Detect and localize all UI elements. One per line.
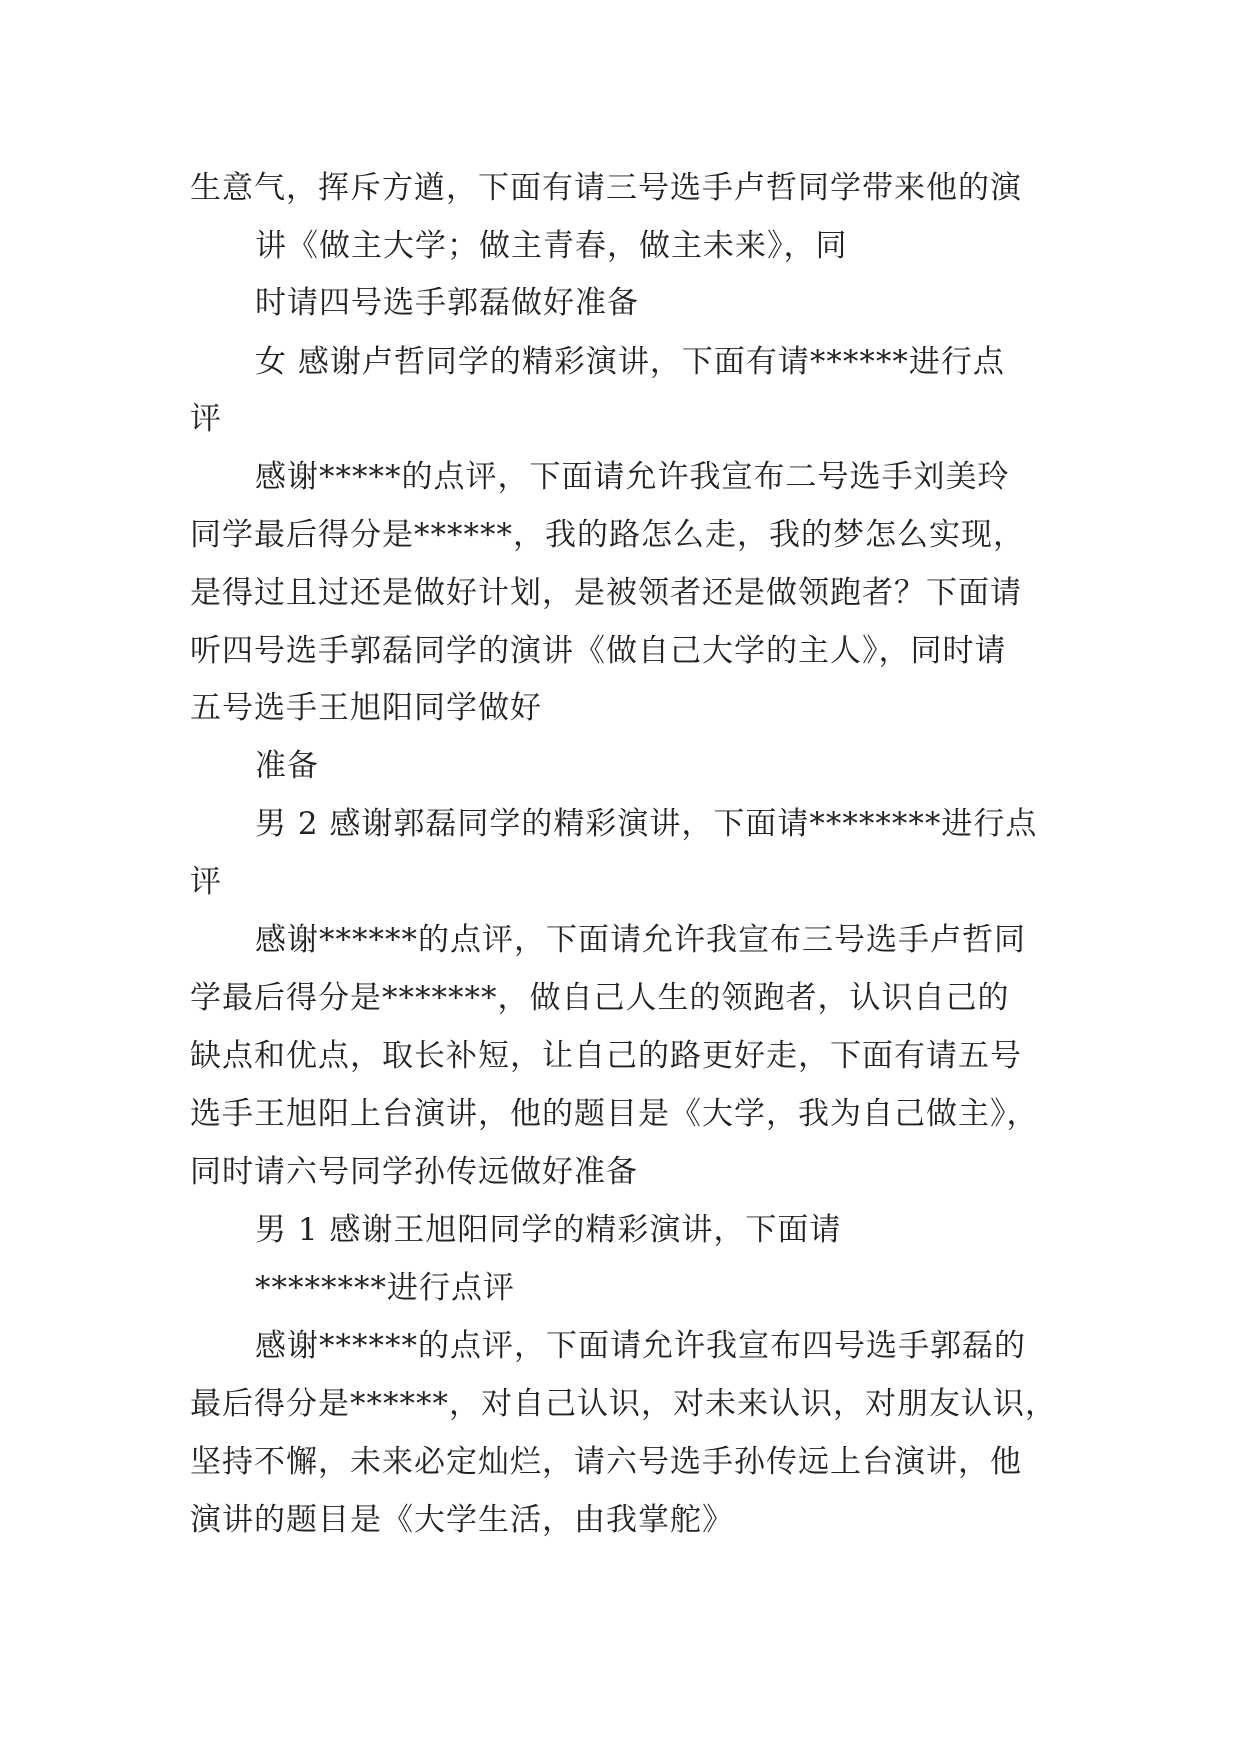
- text-line: 是得过且过还是做好计划，是被领者还是做领跑者？下面请: [190, 575, 1022, 611]
- text-line: 评: [190, 864, 222, 900]
- text-line: 感谢******的点评，下面请允许我宣布三号选手卢哲同: [255, 922, 1026, 958]
- text-line: 评: [190, 401, 222, 437]
- text-line: 感谢*****的点评，下面请允许我宣布二号选手刘美玲: [255, 459, 1010, 495]
- text-line: 五号选手王旭阳同学做好: [190, 690, 542, 726]
- text-line: 感谢******的点评，下面请允许我宣布四号选手郭磊的: [255, 1328, 1026, 1364]
- text-line: 同学最后得分是******，我的路怎么走，我的梦怎么实现，: [190, 517, 1025, 553]
- text-line: 同时请六号同学孙传远做好准备: [190, 1154, 638, 1190]
- text-line: 听四号选手郭磊同学的演讲《做自己大学的主人》，同时请: [190, 633, 1007, 669]
- text-line: 女 感谢卢哲同学的精彩演讲，下面有请******进行点: [255, 344, 1005, 380]
- text-line: 准备: [255, 748, 319, 784]
- text-line: 讲《做主大学；做主青春，做主未来》，同: [255, 228, 848, 264]
- text-line: 缺点和优点，取长补短，让自己的路更好走，下面有请五号: [190, 1038, 1022, 1074]
- text-line: 坚持不懈，未来必定灿烂，请六号选手孙传远上台演讲，他: [190, 1444, 1022, 1480]
- text-line: 最后得分是******，对自己认识，对未来认识，对朋友认识，: [190, 1386, 1057, 1422]
- text-line: 男 1 感谢王旭阳同学的精彩演讲，下面请: [255, 1212, 842, 1248]
- text-line: 演讲的题目是《大学生活，由我掌舵》: [190, 1502, 734, 1538]
- text-line: 选手王旭阳上台演讲，他的题目是《大学，我为自己做主》，: [190, 1096, 1039, 1132]
- text-line: ********进行点评: [255, 1270, 515, 1306]
- text-line: 男 2 感谢郭磊同学的精彩演讲，下面请********进行点: [255, 806, 1038, 842]
- text-line: 时请四号选手郭磊做好准备: [255, 285, 639, 321]
- text-line: 学最后得分是*******，做自己人生的领跑者，认识自己的: [190, 980, 1010, 1016]
- text-line: 生意气，挥斥方遒，下面有请三号选手卢哲同学带来他的演: [190, 170, 1022, 206]
